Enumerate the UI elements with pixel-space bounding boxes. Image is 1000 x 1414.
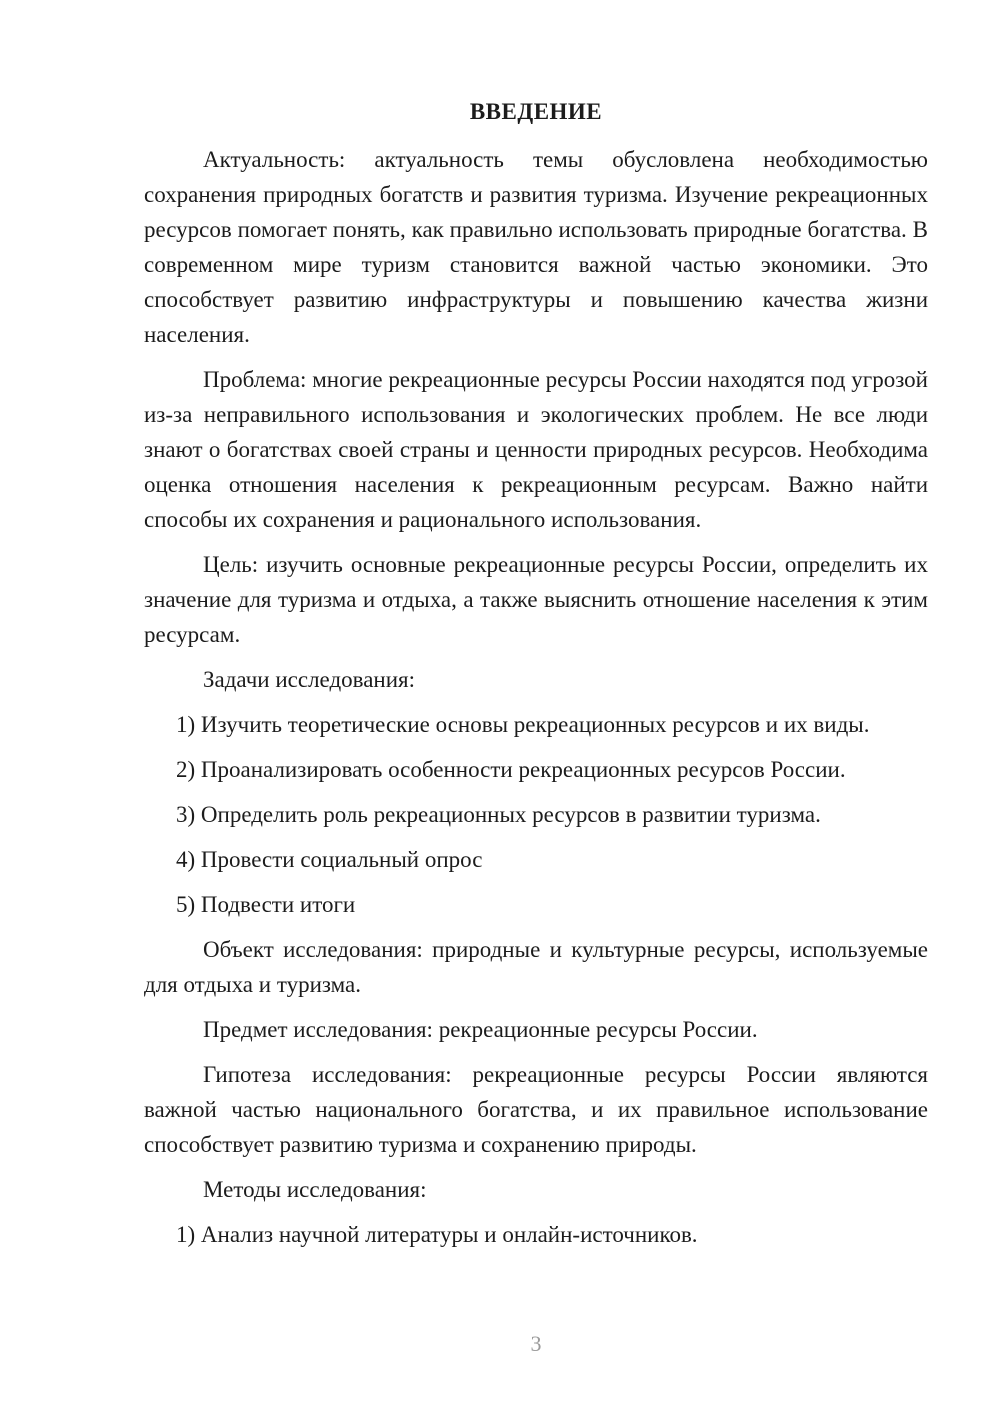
paragraph-goal: Цель: изучить основные рекреационные ресурсы России, определить их значение для туризма и отдыха, а также выяснить отношение населения к этим ресурсам. xyxy=(144,552,928,647)
paragraph-subject: Предмет исследования: рекреационные ресурсы России. xyxy=(203,1017,758,1042)
task-item: 1) Изучить теоретические основы рекреационных ресурсов и их виды. xyxy=(176,712,870,737)
paragraph-hypothesis: Гипотеза исследования: рекреационные ресурсы России являются важной частью национального богатства, и их правильное использование способствует развитию туризма и сохранению природы. xyxy=(144,1062,928,1157)
paragraph-object: Объект исследования: природные и культурные ресурсы, используемые для отдыха и туризма. xyxy=(144,937,928,997)
task-item: 5) Подвести итоги xyxy=(176,892,356,917)
method-item: 1) Анализ научной литературы и онлайн-источников. xyxy=(176,1222,698,1247)
page-number: 3 xyxy=(530,1331,542,1356)
paragraph-problem: Проблема: многие рекреационные ресурсы России находятся под угрозой из-за неправильного использования и экологических проблем. Не все люди знают о богатствах своей страны и ценности природных ресурсов. Необходима оценка отношения населения к рекреационным ресурсам. Важно найти способы их сохранения и рационального использования. xyxy=(144,367,928,532)
task-item: 3) Определить роль рекреационных ресурсов в развитии туризма. xyxy=(176,802,821,827)
section-title: ВВЕДЕНИЕ xyxy=(469,99,603,124)
task-item: 4) Провести социальный опрос xyxy=(176,847,483,872)
task-item: 2) Проанализировать особенности рекреационных ресурсов России. xyxy=(176,757,846,782)
methods-heading: Методы исследования: xyxy=(203,1177,427,1202)
document-body xyxy=(144,142,928,1262)
paragraph-relevance: Актуальность: актуальность темы обусловлена необходимостью сохранения природных богатств и развития туризма. Изучение рекреационных ресурсов помогает понять, как правильно использовать природные богатства. В современном мире туризм становится важной частью экономики. Это способствует развитию инфраструктуры и повышению качества жизни населения. xyxy=(144,147,928,347)
tasks-heading: Задачи исследования: xyxy=(203,667,416,692)
